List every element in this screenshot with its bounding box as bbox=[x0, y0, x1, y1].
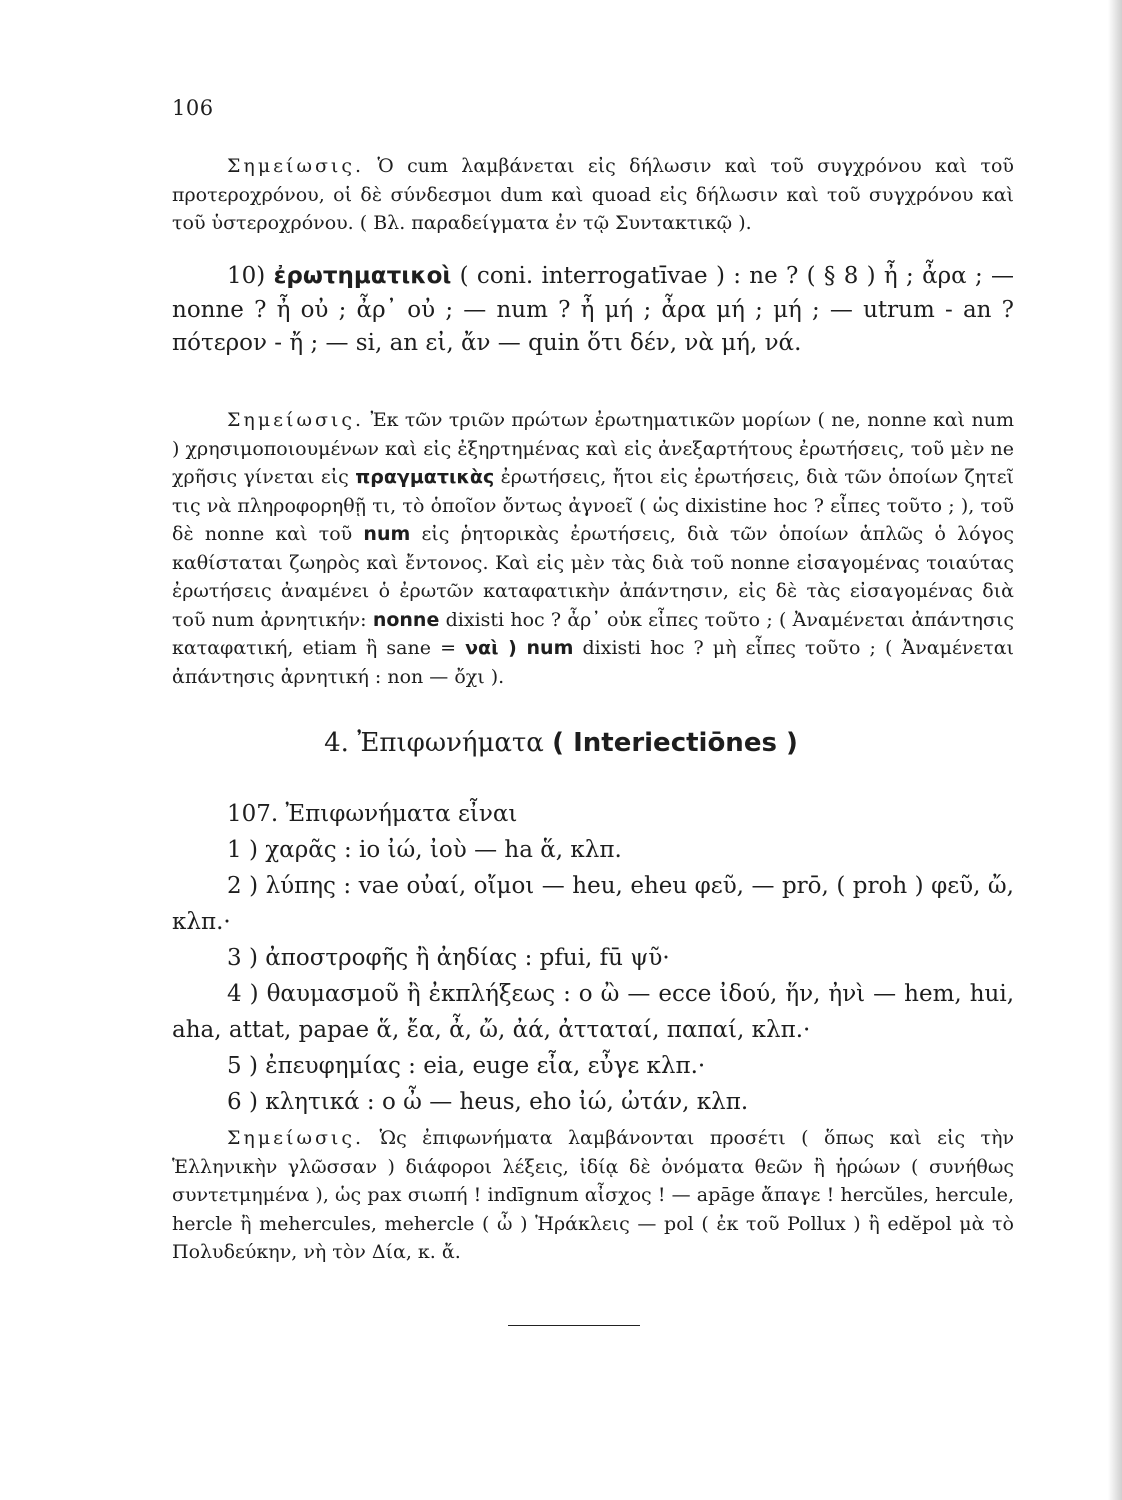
note-label: Σημείωσις. bbox=[227, 409, 365, 431]
item-number: 10) bbox=[227, 263, 266, 289]
item-10-paragraph bbox=[172, 260, 1014, 361]
scan-edge-shadow bbox=[1108, 0, 1122, 1500]
note-text: Ὁ cum λαμβάνεται εἰς δήλωσιν καὶ τοῦ συγχρόνου καὶ τοῦ προτεροχρόνου, οἱ δὲ σύνδεσμοι dum καὶ quoad εἰς δήλωσιν καὶ τοῦ συγχρόνου καὶ τοῦ ὑστεροχρόνου. ( Βλ. παραδείγματα ἐν τῷ Συντακτικῷ ). bbox=[172, 155, 1014, 234]
heading-latin: ( Interiectiōnes ) bbox=[552, 728, 798, 758]
note-paragraph bbox=[172, 152, 1014, 238]
note-label: Σημείωσις. bbox=[227, 155, 365, 177]
note-text: ἐρωτήσεις, ἤτοι εἰς ἐρωτήσεις, διὰ τῶν ὁποίων ζητεῖ τις νὰ πληροφορηθῇ τι, τὸ ὁποῖον ὄντως ἀγνοεῖ ( ὡς dixistine hoc ? εἶπες τοῦτο ; ), τοῦ δὲ nonne καὶ τοῦ bbox=[172, 466, 1014, 545]
note-emphasis: nonne bbox=[372, 608, 440, 631]
list-item: 6 ) κλητικά : o ὦ — heus, eho ἰώ, ὠτάν, κλπ. bbox=[227, 1089, 749, 1115]
section-107 bbox=[172, 796, 1014, 1120]
heading-number: 4. bbox=[324, 728, 349, 758]
note-label: Σημείωσις. bbox=[227, 1127, 365, 1149]
list-item: 4 ) θαυμασμοῦ ἢ ἐκπλήξεως : o ὢ — ecce ἰδού, ἥν, ἠνὶ — hem, hui, aha, attat, papae ἅ, ἔα, ἆ, ὤ, ἀά, ἀτταταί, παπαί, κλπ.· bbox=[172, 981, 1014, 1043]
note-text: dixisti hoc ? ἆρ᾽ οὐκ εἶπες τοῦτο ; ( Ἀναμένεται ἀπάντησις καταφατική, etiam ἢ sane = bbox=[172, 608, 1015, 659]
list-item: 2 ) λύπης : vae οὐαί, οἴμοι — heu, eheu φεῦ, — prō, ( proh ) φεῦ, ὤ, κλπ.· bbox=[172, 873, 1014, 935]
note-cum-dum bbox=[172, 152, 1014, 238]
item-10-interrogatives bbox=[172, 260, 1014, 361]
section-heading bbox=[0, 728, 1122, 758]
closing-rule bbox=[508, 1325, 640, 1326]
list-item: 5 ) ἐπευφημίας : eia, euge εἶα, εὖγε κλπ.· bbox=[227, 1053, 706, 1079]
list-item: 3 ) ἀποστροφῆς ἢ ἀηδίας : pfui, fū ψῦ· bbox=[227, 945, 670, 971]
note-text: Ὡς ἐπιφωνήματα λαμβάνονται προσέτι ( ὅπως καὶ εἰς τὴν Ἑλληνικὴν γλῶσσαν ) διάφοροι λέξεις, ἰδίᾳ δὲ ὀνόματα θεῶν ἢ ἡρώων ( συνήθως συντετμημένα ), ὡς pax σιωπή ! indīgnum αἶσχος ! — apāge ἄπαγε ! hercŭles, hercule, hercle ἢ mehercules, mehercle ( ὦ ) Ἡράκλεις — pol ( ἐκ τοῦ Pollux ) ἢ edĕpol μὰ τὸ Πολυδεύκην, νὴ τὸν Δία, κ. ἄ. bbox=[172, 1127, 1014, 1263]
note-interjection-words bbox=[172, 1124, 1014, 1267]
heading-greek: Ἐπιφωνήματα bbox=[357, 728, 544, 758]
item-term: ἐρωτηματικοὶ bbox=[273, 263, 452, 289]
note-interrogative-particles bbox=[172, 406, 1014, 691]
note-paragraph bbox=[172, 1124, 1014, 1267]
page-number: 106 bbox=[172, 96, 214, 120]
note-text: Ἐκ τῶν τριῶν πρώτων ἐρωτηματικῶν μορίων ( ne, nonne καὶ num ) χρησιμοποιουμένων καὶ εἰς ἐξηρτημένας καὶ εἰς ἀνεξαρτήτους ἐρωτήσεις, τοῦ μὲν ne χρῆσις γίνεται εἰς bbox=[172, 409, 1014, 488]
note-text: dixisti hoc ? μὴ εἶπες τοῦτο ; ( Ἀναμένεται ἀπάντησις ἀρνητική : non — ὄχι ). bbox=[172, 637, 1015, 688]
list-item: 1 ) χαρᾶς : io ἰώ, ἰοὺ — ha ἅ, κλπ. bbox=[227, 837, 622, 863]
note-paragraph bbox=[172, 406, 1014, 691]
note-emphasis: num bbox=[363, 523, 411, 545]
item-text: ( coni. interrogatīvae ) : ne ? ( § 8 ) ἦ ; ἆρα ; — nonne ? ἦ οὐ ; ἆρ᾽ οὐ ; — num ? ἦ μή ; ἆρα μή ; μή ; — utrum - an ? πότερον - ἤ ; — si, an εἰ, ἄν — quin ὅτι δέν, νὰ μή, νά. bbox=[172, 263, 1015, 356]
note-emphasis: πραγματικὰς bbox=[355, 466, 495, 488]
note-text: εἰς ῥητορικὰς ἐρωτήσεις, διὰ τῶν ὁποίων ἁπλῶς ὁ λόγος καθίσταται ζωηρὸς καὶ ἔντονος. Καὶ εἰς μὲν τὰς διὰ τοῦ nonne εἰσαγομένας τοιαύτας ἐρωτήσεις ἀναμένει ὁ ἐρωτῶν καταφατικὴν ἀπάντησιν, εἰς δὲ τὰς εἰσαγομένας διὰ τοῦ num ἀρνητικήν: bbox=[172, 523, 1014, 631]
note-emphasis: ναὶ ) num bbox=[465, 637, 574, 659]
section-intro: 107. Ἐπιφωνήματα εἶναι bbox=[227, 801, 518, 827]
